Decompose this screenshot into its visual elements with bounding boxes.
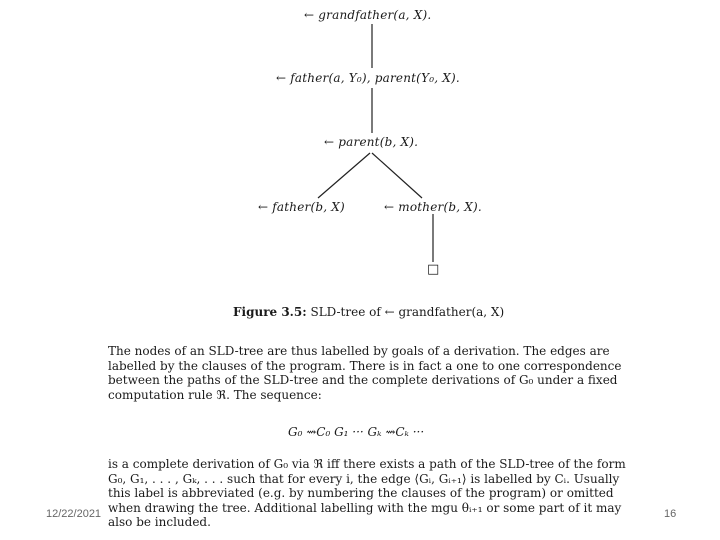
text-line: G₀, G₁, . . . , Gₖ, . . . such that for every i, the edge ⟨Gᵢ, Gᵢ₊₁⟩ is labelled by Cᵢ. Usually [108, 471, 620, 486]
text-line: computation rule ℜ. The sequence: [108, 387, 322, 402]
text-line: The nodes of an SLD-tree are thus labelled by goals of a derivation. The edges are [108, 344, 610, 358]
footer-date: 12/22/2021 [46, 508, 102, 520]
figure-caption [233, 305, 504, 319]
paragraph-1 [108, 344, 621, 402]
text-line: between the paths of the SLD-tree and the complete derivations of G₀ under a fixed [108, 373, 618, 388]
tree-node-right: ← mother(b, X). [384, 200, 482, 214]
tree-node-success: □ [427, 262, 440, 277]
footer-page-number: 16 [664, 508, 677, 520]
text-line: labelled by the clauses of the program. There is in fact a one to one correspondence [108, 358, 622, 373]
tree-node-level1: ← father(a, Y₀), parent(Y₀, X). [276, 71, 460, 85]
tree-node-level2: ← parent(b, X). [324, 135, 419, 149]
edge-level2-right [372, 153, 422, 198]
paragraph-2 [108, 457, 626, 530]
text-line: also be included. [108, 515, 211, 530]
text-line: this label is abbreviated (e.g. by numbering the clauses of the program) or omitted [108, 486, 614, 501]
edge-level2-left [318, 153, 370, 198]
derivation-formula: G₀ ⇝C₀ G₁ ··· Gₖ ⇝Cₖ ··· [288, 425, 425, 439]
text-line: when drawing the tree. Additional labelling with the mgu θᵢ₊₁ or some part of it may [108, 500, 622, 515]
figure-caption-text: SLD-tree of ← grandfather(a, X) [310, 305, 505, 319]
figure-label: Figure 3.5: [233, 305, 307, 319]
tree-node-root: ← grandfather(a, X). [304, 8, 432, 22]
text-line: is a complete derivation of G₀ via ℜ iff there exists a path of the SLD-tree of the form [108, 457, 626, 471]
tree-node-left-leaf: ← father(b, X) [258, 200, 345, 214]
